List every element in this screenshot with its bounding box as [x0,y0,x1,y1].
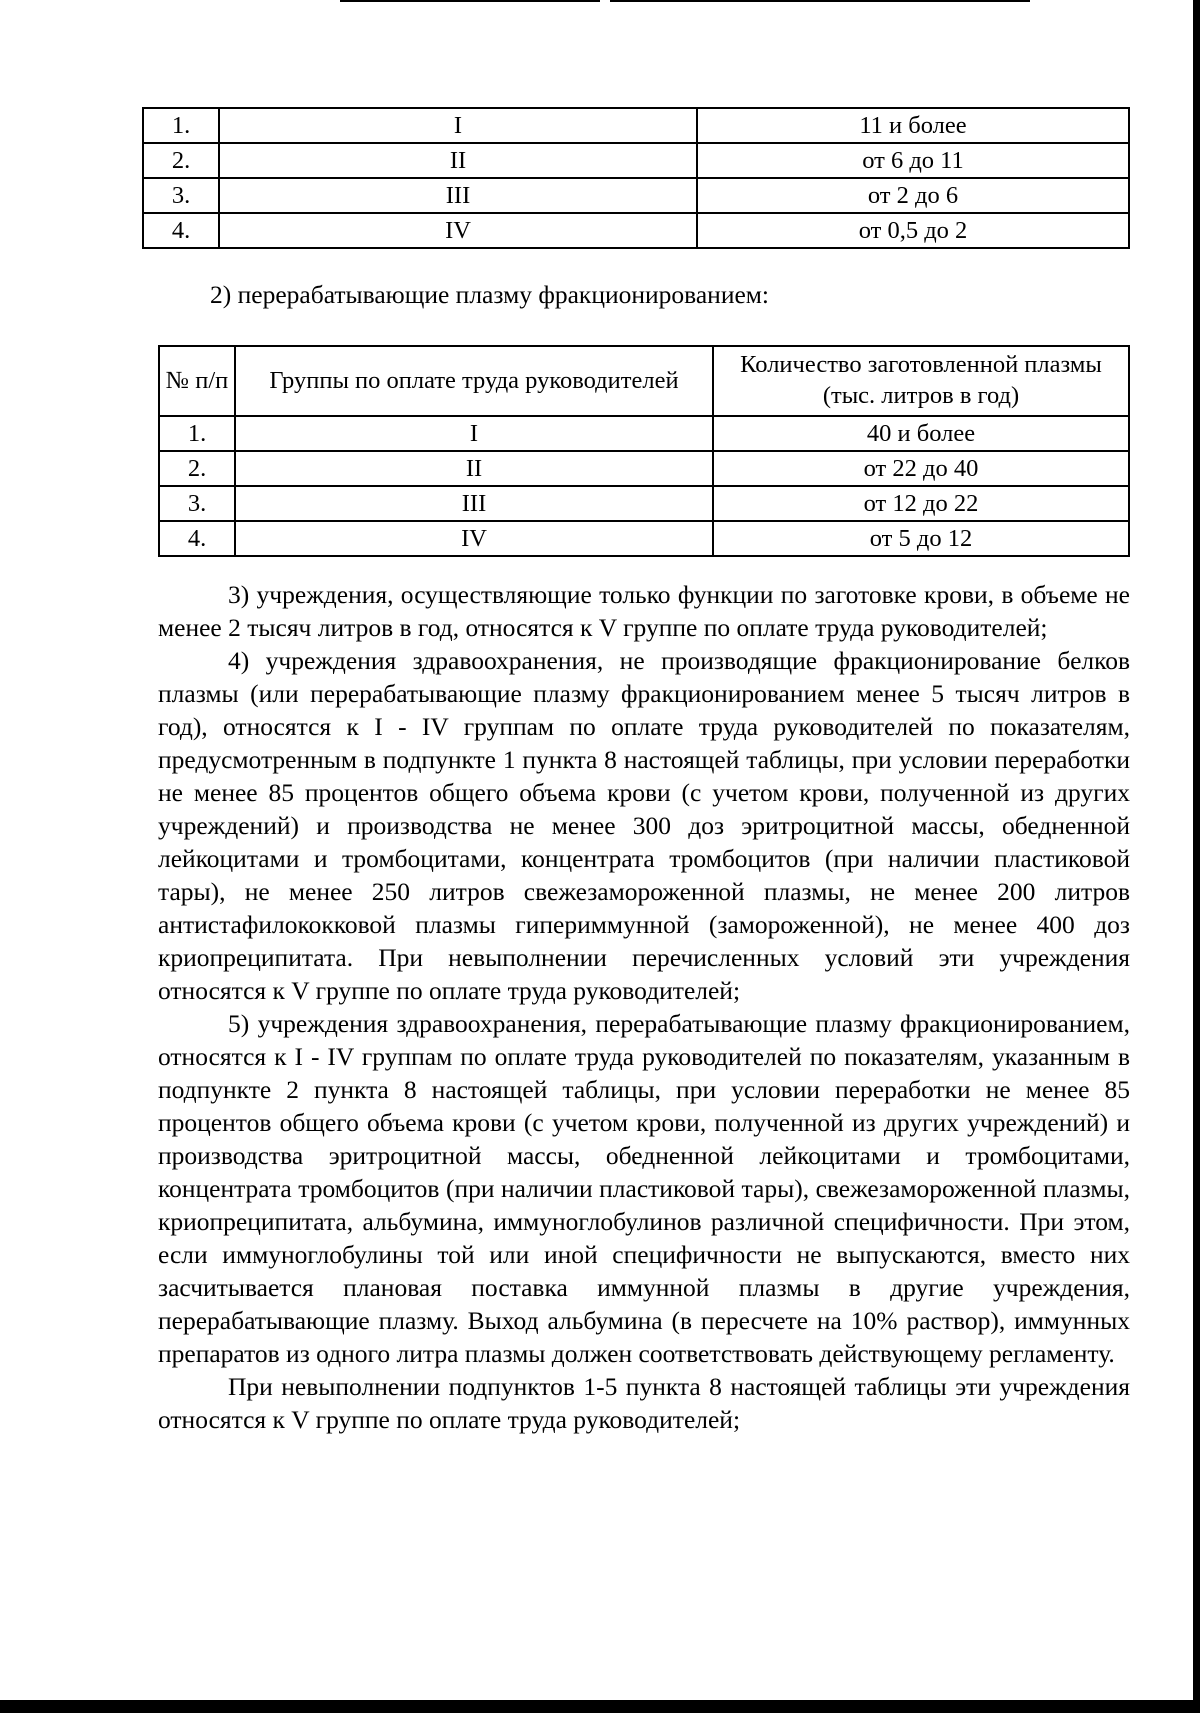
scan-edge-top-2 [610,0,1030,2]
paragraph-5: 5) учреждения здравоохранения, перерабатывающие плазму фракционированием, относятся к I - IV группам по оплате труда руководителей по показателям, указанным в подпункте 2 пункта 8 настоящей таблицы, при условии переработки не менее 85 процентов общего объема крови (с учетом крови, полученной из других учреждений) и производства эритроцитной массы, обедненной лейкоцитами и тромбоцитами, концентрата тромбоцитов (при наличии пластиковой тары), свежезамороженной плазмы, криопреципитата, альбумина, иммуноглобулинов различной специфичности. При этом, если иммуноглобулины той или иной специфичности не выпускаются, вместо них засчитывается плановая поставка иммунной плазмы в другие учреждения, перерабатывающие плазму. Выход альбумина (в пересчете на 10% раствор), иммунных препаратов из одного литра плазмы должен соответствовать действующему регламенту. [158,1009,1130,1368]
paragraph-4: 4) учреждения здравоохранения, не производящие фракционирование белков плазмы (или перерабатывающие плазму фракционированием менее 5 тысяч литров в год), относятся к I - IV группам по оплате труда руководителей по показателям, предусмотренным в подпункте 1 пункта 8 настоящей таблицы, при условии переработки не менее 85 процентов общего объема крови (с учетом крови, полученной из других учреждений) и производства не менее 300 доз эритроцитной массы, обедненной лейкоцитами и тромбоцитами, концентрата тромбоцитов (при наличии пластиковой тары), не менее 250 литров свежезамороженной плазмы, не менее 200 литров антистафилококковой плазмы гипериммунной (замороженной), не менее 400 доз криопреципитата. При невыполнении перечисленных условий эти учреждения относятся к V группе по оплате труда руководителей; [158,646,1130,1005]
table-row [143,178,1129,213]
header-number: № п/п [159,346,235,416]
table-cell: 3. [159,486,235,521]
table-cell: III [219,178,697,213]
table-cell: от 2 до 6 [697,178,1129,213]
table-cell: от 6 до 11 [697,143,1129,178]
groups-table-2 [158,345,1130,557]
table-cell: III [235,486,713,521]
table-row [143,213,1129,248]
table-cell: I [235,416,713,451]
table-cell: 4. [159,521,235,556]
table-cell: 3. [143,178,219,213]
table-cell: 2. [159,451,235,486]
table-cell: IV [219,213,697,248]
table-row [143,108,1129,143]
table-row [159,416,1129,451]
table-cell: IV [235,521,713,556]
table-cell: 1. [159,416,235,451]
paragraph-final: При невыполнении подпунктов 1-5 пункта 8 настоящей таблицы эти учреждения относятся к V группе по оплате труда руководителей; [158,1372,1130,1434]
table-row [159,451,1129,486]
scan-edge-top [340,0,600,2]
table-cell: 4. [143,213,219,248]
paragraph-3: 3) учреждения, осуществляющие только функции по заготовке крови, в объеме не менее 2 тысяч литров в год, относятся к V группе по оплате труда руководителей; [158,580,1130,642]
table-cell: от 22 до 40 [713,451,1129,486]
table-cell: 40 и более [713,416,1129,451]
table-cell: II [235,451,713,486]
table-row [143,143,1129,178]
header-plasma-amount: Количество заготовленной плазмы (тыс. литров в год) [713,346,1129,416]
groups-table-1 [142,107,1130,249]
table-cell: I [219,108,697,143]
table-cell: от 12 до 22 [713,486,1129,521]
header-group: Группы по оплате труда руководителей [235,346,713,416]
table-cell: 2. [143,143,219,178]
table-cell: от 5 до 12 [713,521,1129,556]
table-row [159,486,1129,521]
table2-caption: 2) перерабатывающие плазму фракционированием: [210,280,770,309]
scan-edge-right [1193,0,1200,1713]
table-row [159,521,1129,556]
table-header-row [159,346,1129,416]
table-cell: 1. [143,108,219,143]
body-text [158,578,1130,1436]
table-cell: 11 и более [697,108,1129,143]
table-cell: II [219,143,697,178]
table-cell: от 0,5 до 2 [697,213,1129,248]
scan-edge-bottom [0,1700,1200,1713]
